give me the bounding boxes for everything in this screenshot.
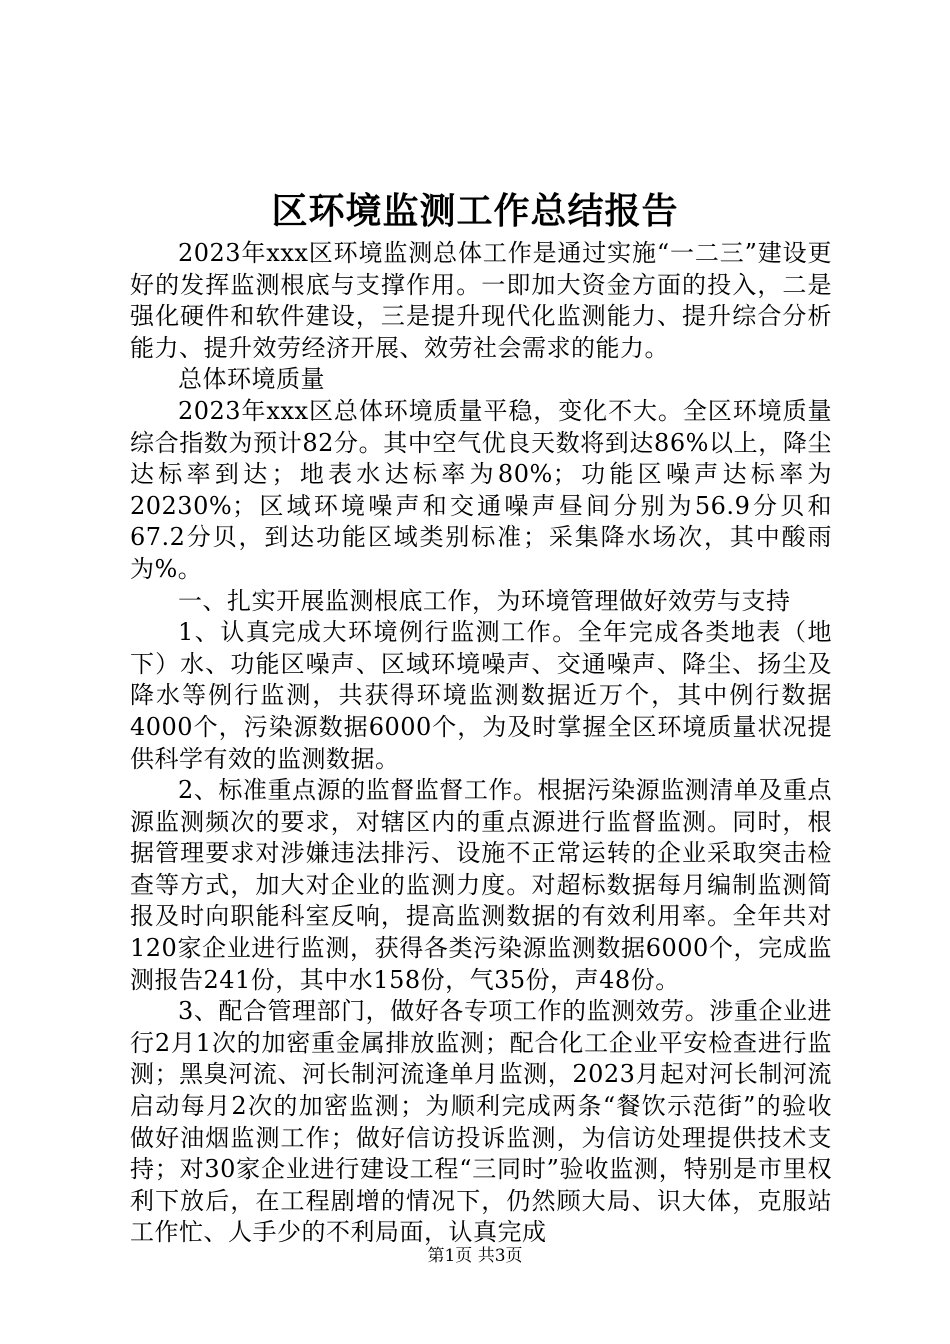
paragraph-item-3: 3、配合管理部门，做好各专项工作的监测效劳。涉重企业进行2月1次的加密重金属排放监测；配合化工企业平安检查进行监测；黑臭河流、河长制河流逢单月监测，2023月起对河长制河流启动每月2次的加密监测；为顺利完成两条“餐饮示范街”的验收做好油烟监测工作；做好信访投诉监测，为信访处理提供技术支持；对30家企业进行建设工程“三同时”验收监测，特别是市里权利下放后，在工程剧增的情况下，仍然顾大局、识大体，克服站工作忙、人手少的不利局面，认真完成	[130, 997, 832, 1247]
page-number: 第1页 共3页	[427, 1246, 523, 1266]
document-title: 区环境监测工作总结报告	[271, 190, 679, 232]
document-body	[130, 238, 832, 1249]
paragraph-item-2: 2、标准重点源的监督监督工作。根据污染源监测清单及重点源监测频次的要求，对辖区内的重点源进行监督监测。同时，根据管理要求对涉嫌违法排污、设施不正常运转的企业采取突击检查等方式，加大对企业的监测力度。对超标数据每月编制监测简报及时向职能科室反响，提高监测数据的有效利用率。全年共对120家企业进行监测，获得各类污染源监测数据6000个，完成监测报告241份，其中水158份，气35份，声48份。	[130, 776, 832, 994]
section-heading-overall-quality: 总体环境质量	[178, 365, 325, 394]
paragraph-item-1: 1、认真完成大环境例行监测工作。全年完成各类地表（地下）水、功能区噪声、区域环境噪声、交通噪声、降尘、扬尘及降水等例行监测，共获得环境监测数据近万个，其中例行数据4000个，污染源数据6000个，为及时掌握全区环境质量状况提供科学有效的监测数据。	[130, 618, 832, 773]
section-heading-one: 一、扎实开展监测根底工作，为环境管理做好效劳与支持	[178, 586, 791, 615]
paragraph-intro: 2023年xxx区环境监测总体工作是通过实施“一二三”建设更好的发挥监测根底与支撑作用。一即加大资金方面的投入，二是强化硬件和软件建设，三是提升现代化监测能力、提升综合分析能力、提升效劳经济开展、效劳社会需求的能力。	[130, 239, 832, 362]
paragraph-quality: 2023年xxx区总体环境质量平稳，变化不大。全区环境质量综合指数为预计82分。其中空气优良天数将到达86%以上，降尘达标率到达；地表水达标率为80%；功能区噪声达标率为20230%；区域环境噪声和交通噪声昼间分别为56.9分贝和67.2分贝，到达功能区域类别标准；采集降水场次，其中酸雨为%。	[130, 396, 832, 583]
